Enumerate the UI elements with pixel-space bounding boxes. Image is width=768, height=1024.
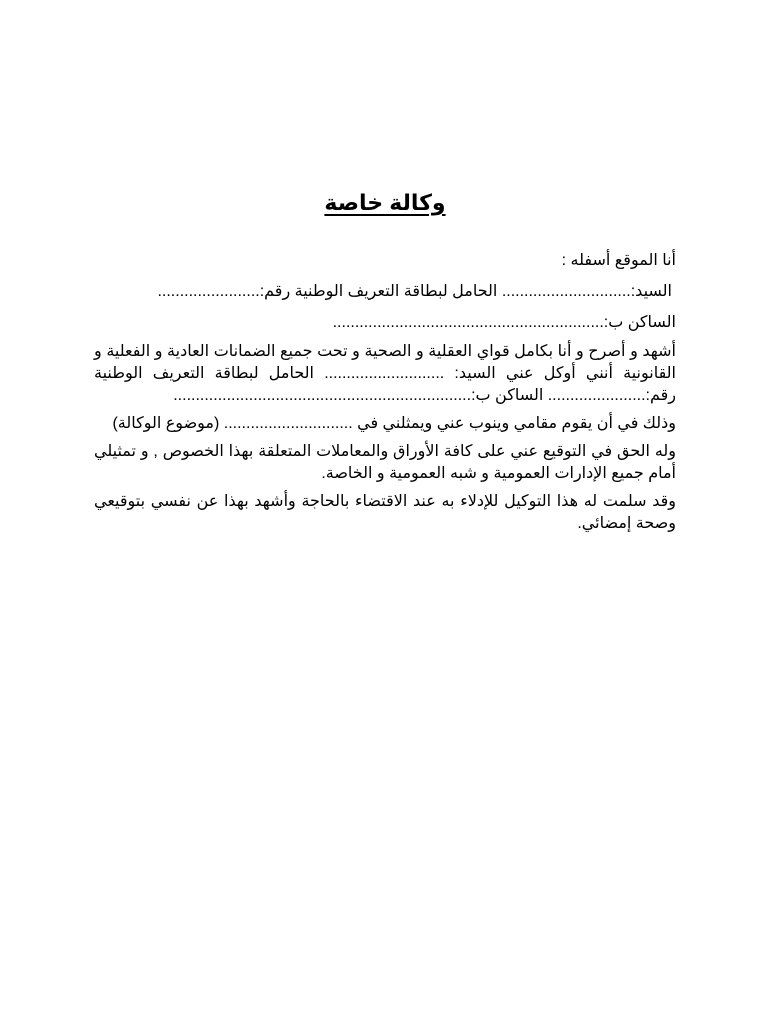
closing-paragraph: وقد سلمت له هذا التوكيل للإدلاء به عند الاقتضاء بالحاجة وأشهد بهذا عن نفسي بتوقيعي وصحة إمضائي. [94,493,677,532]
document-body [94,188,676,535]
subject-paragraph: وذلك في أن يقوم مقامي وينوب عني ويمثلني في ............................. (موضوع الوكالة) [112,415,676,432]
principal-address-line: الساكن ب:............................................................. [332,314,676,331]
intro-line: أنا الموقع أسفله : [561,252,676,269]
rights-paragraph: وله الحق في التوقيع عني على كافة الأوراق والمعاملات المتعلقة بهذا الخصوص , و تمثيلي أمام جميع الإدارات العمومية و شبه العمومية و الخاصة. [94,443,676,482]
principal-name-id-line: السيد:............................. الحامل لبطاقة التعريف الوطنية رقم:....................... [157,283,672,300]
document-title: وكالة خاصة [324,190,446,215]
testimony-paragraph: أشهد و أصرح و أنا بكامل قواي العقلية و الصحية و تحت جميع الضمانات العادية و الفعلية و القانونية أنني أوكل عني السيد: ........................... الحامل لبطاقة التعريف الوطنية رقم:...................... الساكن ب:................................................................... [94,343,676,404]
